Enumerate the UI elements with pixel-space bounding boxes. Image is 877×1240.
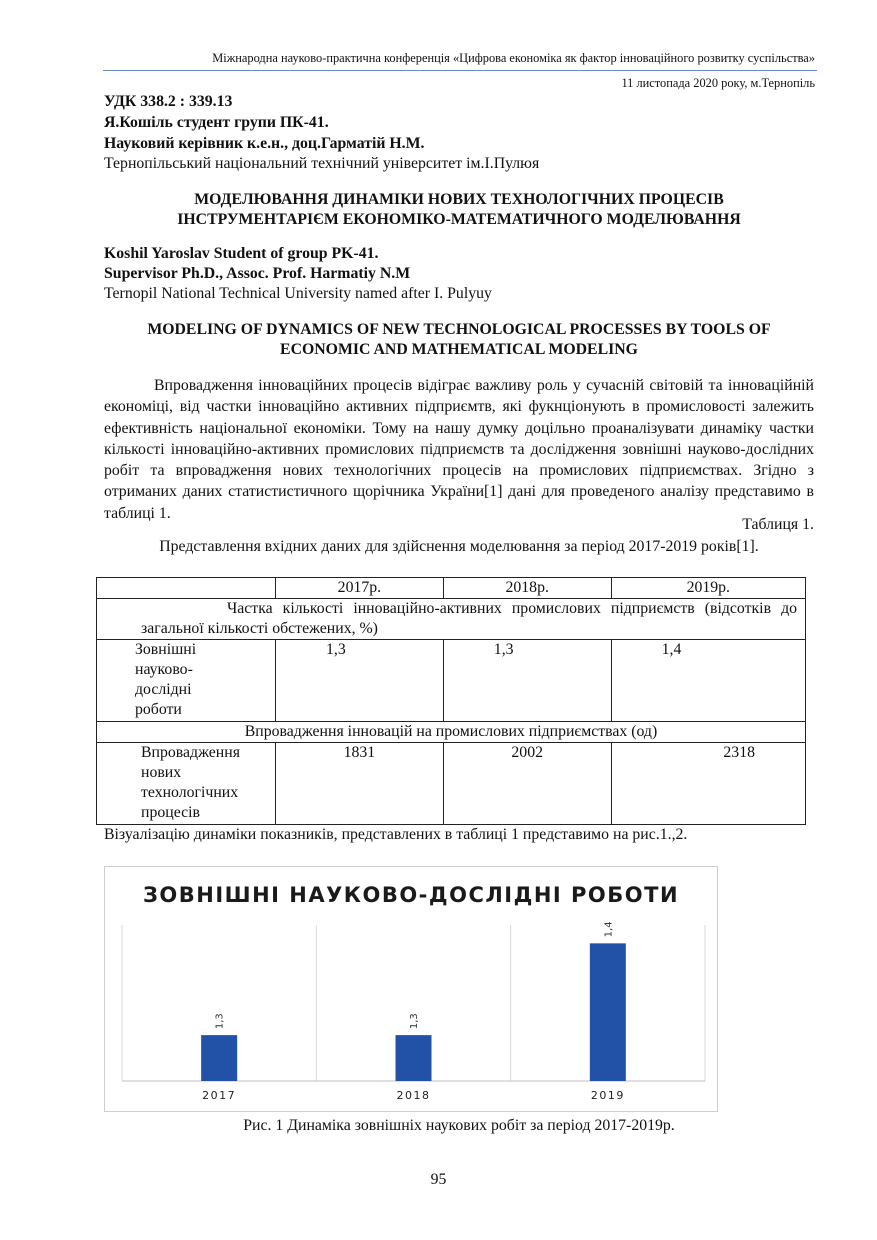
table-header-cell: 2018р. <box>443 578 611 599</box>
table-row-label <box>97 743 276 825</box>
chart-data-labels <box>215 921 615 1029</box>
data-table <box>96 577 806 825</box>
table-cell: 2002 <box>443 743 611 825</box>
table-row-label <box>97 640 276 722</box>
title-uk <box>104 190 814 230</box>
table-row <box>97 640 806 722</box>
chart-bar <box>590 943 626 1081</box>
table-section-row <box>97 599 806 640</box>
title-en <box>104 320 814 360</box>
chart-bar <box>396 1035 432 1081</box>
chart-tick-label: 2018 <box>396 1089 431 1102</box>
university-en: Ternopil National Technical University named after I. Pulyuy <box>104 285 492 302</box>
chart-bars <box>201 943 626 1081</box>
table-cell: 1,3 <box>443 640 611 722</box>
author-uk: Я.Кошіль студент групи ПК-41. <box>104 114 329 131</box>
table-cell: 1,3 <box>276 640 444 722</box>
title-en-line-2: ECONOMIC AND MATHEMATICAL MODELING <box>280 341 638 358</box>
table-header-cell <box>97 578 276 599</box>
title-uk-line-1: МОДЕЛЮВАННЯ ДИНАМІКИ НОВИХ ТЕХНОЛОГІЧНИХ ПРОЦЕСІВ <box>194 191 724 208</box>
intro-paragraph: Впровадження інноваційних процесів відіграє важливу роль у сучасній світовій та інноваційній економіці, від частки інноваційно активних підприємтв, які фукнціонують в промисловості залежить ефективність національної економіки. Тому на нашу думку доцільно проаналізувати динаміку частки кількості інноваційно-активних промислових підприємств та дослідження зовнішні науково-дослідних робіт та впровадження нових технологічних процесів на промислових підприємствах. Згідно з отриманих даних статистистичного щорічника України[1] дані для проведеного аналізу представимо в таблиці 1. <box>104 377 814 522</box>
table-caption: Представлення вхідних даних для здійснення моделювання за період 2017-2019 років[1]. <box>159 538 759 555</box>
table-header-cell: 2017р. <box>276 578 444 599</box>
author-en: Koshil Yaroslav Student of group PK-41. <box>104 245 379 262</box>
running-header-date: 11 листопада 2020 року, м.Тернопіль <box>621 76 815 90</box>
chart-data-label: 1,4 <box>603 921 615 938</box>
table-header-row <box>97 578 806 599</box>
table-cell: 1831 <box>276 743 444 825</box>
supervisor-uk: Науковий керівник к.е.н., доц.Гарматій Н.М. <box>104 135 425 152</box>
table-cell: 1,4 <box>611 640 805 722</box>
table-header-cell: 2019р. <box>611 578 805 599</box>
table-cell: 2318 <box>611 743 805 825</box>
chart-data-label: 1,3 <box>409 1013 420 1030</box>
table-section-heading <box>97 599 806 640</box>
table-section-heading: Впровадження інновацій на промислових підприємствах (од) <box>97 722 806 743</box>
chart-svg <box>105 867 717 1111</box>
bar-chart <box>104 866 718 1112</box>
chart-data-label: 1,3 <box>214 1013 226 1030</box>
udk-code: УДК 338.2 : 339.13 <box>104 93 233 110</box>
university-uk: Тернопільський національний технічний університет ім.І.Пулюя <box>104 155 540 172</box>
chart-x-tick-labels <box>202 1089 625 1102</box>
table-row <box>97 743 806 825</box>
table-number: Таблиця 1. <box>742 516 814 533</box>
chart-title: ЗОВНІШНІ НАУКОВО-ДОСЛІДНІ РОБОТИ <box>142 883 680 907</box>
chart-tick-label: 2017 <box>202 1089 237 1102</box>
section1-text: Частка кількості інноваційно-активних промислових підприємств (відсотків до загальної кількості обстежених, %) <box>141 600 797 637</box>
page-number: 95 <box>430 1171 447 1188</box>
running-header-conference: Міжнародна науково-практична конференція «Цифрова економіка як фактор інноваційного розвитку суспільства» <box>212 51 815 65</box>
title-en-line-1: MODELING OF DYNAMICS OF NEW TECHNOLOGICAL PROCESSES BY TOOLS OF <box>147 321 771 338</box>
title-uk-line-2: ІНСТРУМЕНТАРІЄМ ЕКОНОМІКО-МАТЕМАТИЧНОГО МОДЕЛЮВАННЯ <box>177 211 741 228</box>
chart-tick-label: 2019 <box>590 1089 625 1102</box>
figure-caption: Рис. 1 Динаміка зовнішніх наукових робіт за період 2017-2019р. <box>243 1117 675 1134</box>
supervisor-en: Supervisor Ph.D., Assoc. Prof. Harmatiy N.M <box>104 265 411 282</box>
row1-label-text: Зовнішні науково-дослідні роботи <box>135 641 197 718</box>
table-section-row <box>97 722 806 743</box>
chart-bar <box>201 1035 237 1081</box>
header-rule <box>103 70 817 71</box>
row2-label-text: Впровадження нових технологічних процесів <box>141 744 240 821</box>
figure-reference-text: Візуалізацію динаміки показників, представлених в таблиці 1 представимо на рис.1.,2. <box>104 826 688 843</box>
